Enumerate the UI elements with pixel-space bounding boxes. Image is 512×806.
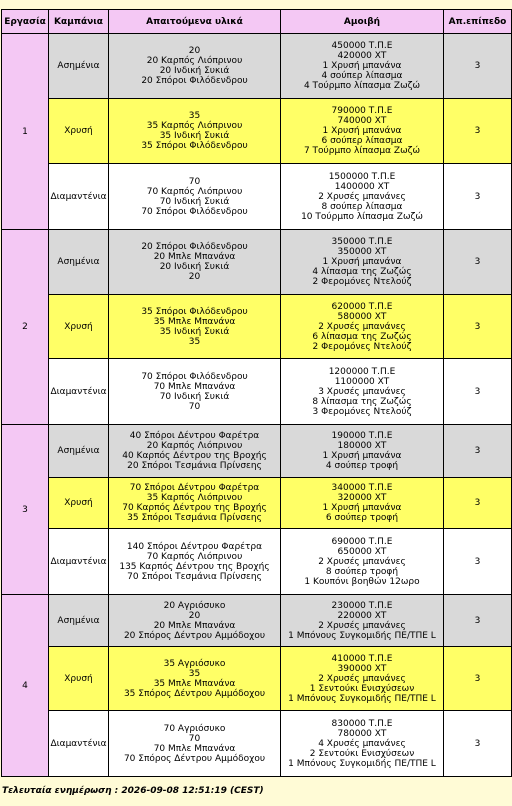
reward-cell	[281, 595, 444, 647]
reward-line: 1 Μπόνους Συγκομιδής ΠΕ/ΤΠΕ L	[288, 758, 436, 769]
material-line: 20 Σπόροι Τεσμάνια Πρίνσεης	[127, 461, 262, 471]
reward-line: 350000 Τ.Π.Ε	[331, 237, 393, 247]
reward-line: 8 λίπασμα της Ζωζώς	[312, 396, 412, 407]
reward-line: 1 Χρυσή μπανάνα	[322, 126, 402, 136]
reward-cell	[281, 295, 444, 359]
level-cell: 3	[444, 230, 512, 295]
reward-cell	[281, 164, 444, 230]
materials-cell	[109, 99, 281, 164]
campaign-cell: Διαμαντένια	[49, 529, 109, 595]
material-line: 70 Ινδική Συκιά	[159, 391, 230, 402]
level-cell: 3	[444, 595, 512, 647]
material-line: 70 Μπλε Μπανάνα	[153, 743, 236, 754]
reward-line: 8 σούπερ τροφή	[325, 566, 399, 577]
material-line: 35 Καρπός Λιόπρινου	[146, 493, 243, 503]
reward-line: 4 Τούρμπο λίπασμα Ζωζώ	[303, 81, 421, 91]
reward-line: 2 Χρυσές μπανάνες	[318, 620, 406, 631]
campaign-cell: Ασημένια	[49, 230, 109, 295]
material-line: 40 Καρπός Δέντρου της Βροχής	[122, 451, 267, 461]
material-line: 35 Σπόρος Δέντρου Αμμόδοχου	[123, 688, 266, 699]
materials-cell	[109, 595, 281, 647]
reward-line: 2 Χρυσές μπανάνες	[318, 556, 406, 567]
reward-line: 2 Χρυσές μπανάνες	[318, 191, 406, 202]
material-line: 70 Σπόροι Φιλόδενδρου	[141, 371, 248, 382]
material-line: 20	[188, 46, 201, 56]
reward-line: 390000 ΧΤ	[337, 663, 387, 674]
reward-line: 1 Χρυσή μπανάνα	[322, 61, 402, 71]
material-line: 20 Καρπός Λιόπρινου	[146, 441, 243, 451]
reward-line: 1200000 Τ.Π.Ε	[328, 366, 396, 377]
header-reward: Αμοιβή	[281, 10, 444, 34]
material-line: 70 Σπόρος Δέντρου Αμμόδοχου	[123, 753, 266, 764]
table-body	[2, 34, 512, 777]
reward-cell	[281, 99, 444, 164]
reward-line: 2 Σεντούκι Ενισχύσεων	[309, 748, 415, 759]
header-materials: Απαιτούμενα υλικά	[109, 10, 281, 34]
materials-cell	[109, 711, 281, 777]
reward-line: 6 σούπερ τροφή	[325, 513, 399, 523]
material-line: 35	[188, 668, 201, 679]
rewards-table	[1, 9, 512, 777]
reward-line: 6 σούπερ λίπασμα	[321, 136, 403, 146]
material-line: 40 Σπόροι Δέντρου Φαρέτρα	[129, 431, 260, 441]
reward-line: 450000 Τ.Π.Ε	[331, 41, 393, 51]
table-row	[2, 478, 512, 529]
reward-line: 1 Μπόνους Συγκομιδής ΠΕ/ΤΠΕ L	[288, 630, 436, 641]
reward-line: 790000 Τ.Π.Ε	[331, 106, 393, 116]
table-row	[2, 230, 512, 295]
reward-line: 3 Φερομόνες Ντελούζ	[312, 406, 412, 417]
campaign-cell: Χρυσή	[49, 478, 109, 529]
reward-cell	[281, 34, 444, 99]
material-line: 140 Σπόροι Δέντρου Φαρέτρα	[126, 541, 263, 552]
material-line: 35 Καρπός Λιόπρινου	[146, 121, 243, 131]
table-row	[2, 595, 512, 647]
reward-line: 1 Κουπόνι βοηθών 12ωρο	[304, 576, 420, 587]
material-line: 35 Ινδική Συκιά	[159, 326, 230, 337]
table-row	[2, 164, 512, 230]
material-line: 70	[188, 401, 201, 412]
campaign-cell: Ασημένια	[49, 595, 109, 647]
reward-cell	[281, 647, 444, 711]
material-line: 20 Μπλε Μπανάνα	[153, 620, 236, 631]
materials-cell	[109, 164, 281, 230]
reward-line: 220000 ΧΤ	[337, 610, 387, 621]
reward-line: 3 Χρυσές μπανάνες	[318, 386, 406, 397]
reward-line: 10 Τούρμπο λίπασμα Ζωζώ	[301, 211, 423, 222]
reward-line: 830000 Τ.Π.Ε	[331, 718, 393, 729]
level-cell: 3	[444, 478, 512, 529]
materials-cell	[109, 478, 281, 529]
header-level: Απ.επίπεδο	[444, 10, 512, 34]
reward-line: 2 Χρυσές μπανάνες	[318, 321, 406, 332]
material-line: 70 Ινδική Συκιά	[159, 196, 230, 207]
reward-line: 650000 ΧΤ	[337, 546, 387, 557]
reward-line: 2 Χρυσές μπανάνες	[318, 673, 406, 684]
level-cell: 3	[444, 295, 512, 359]
level-cell: 3	[444, 425, 512, 478]
material-line: 135 Καρπός Δέντρου της Βροχής	[119, 561, 270, 572]
reward-cell	[281, 359, 444, 425]
task-number: 2	[2, 230, 49, 425]
material-line: 20	[188, 610, 201, 621]
reward-line: 4 σούπερ τροφή	[325, 461, 399, 471]
reward-line: 410000 Τ.Π.Ε	[331, 653, 393, 664]
material-line: 35 Σπόροι Τεσμάνια Πρίνσεης	[127, 513, 262, 523]
campaign-cell: Διαμαντένια	[49, 711, 109, 777]
reward-line: 6 λίπασμα της Ζωζώς	[312, 331, 412, 342]
materials-cell	[109, 230, 281, 295]
table-row	[2, 425, 512, 478]
reward-line: 1 Σεντούκι Ενισχύσεων	[309, 683, 415, 694]
level-cell: 3	[444, 711, 512, 777]
reward-line: 4 σούπερ λίπασμα	[321, 71, 403, 81]
material-line: 35 Σπόροι Φιλόδενδρου	[141, 306, 248, 317]
reward-line: 1 Χρυσή μπανάνα	[322, 257, 402, 267]
material-line: 20 Αγριόσυκο	[163, 600, 226, 611]
level-cell: 3	[444, 647, 512, 711]
reward-line: 780000 ΧΤ	[337, 728, 387, 739]
reward-line: 8 σούπερ λίπασμα	[321, 201, 403, 212]
material-line: 20 Σπόροι Φιλόδενδρου	[141, 242, 248, 252]
reward-line: 1100000 ΧΤ	[334, 376, 390, 387]
header-row	[2, 10, 512, 34]
material-line: 70 Καρπός Δέντρου της Βροχής	[122, 503, 267, 513]
reward-line: 4 λίπασμα της Ζωζώς	[312, 267, 412, 277]
reward-line: 230000 Τ.Π.Ε	[331, 600, 393, 611]
level-cell: 3	[444, 34, 512, 99]
level-cell: 3	[444, 99, 512, 164]
reward-line: 1 Μπόνους Συγκομιδής ΠΕ/ΤΠΕ L	[288, 693, 436, 704]
materials-cell	[109, 425, 281, 478]
last-update-footer: Τελευταία ενημέρωση : 2026-09-08 12:51:19 (CEST)	[2, 786, 264, 796]
table-row	[2, 34, 512, 99]
table-row	[2, 295, 512, 359]
materials-cell	[109, 647, 281, 711]
material-line: 70 Αγριόσυκο	[163, 723, 226, 734]
reward-cell	[281, 478, 444, 529]
reward-line: 1 Χρυσή μπανάνα	[322, 503, 402, 513]
material-line: 20 Μπλε Μπανάνα	[153, 252, 236, 262]
header-campaign: Καμπάνια	[49, 10, 109, 34]
material-line: 20 Σπόροι Φιλόδενδρου	[141, 76, 248, 86]
level-cell: 3	[444, 164, 512, 230]
materials-cell	[109, 34, 281, 99]
campaign-cell: Ασημένια	[49, 425, 109, 478]
campaign-cell: Χρυσή	[49, 295, 109, 359]
reward-line: 1 Χρυσή μπανάνα	[322, 451, 402, 461]
reward-line: 2 Φερομόνες Ντελούζ	[312, 341, 412, 352]
material-line: 70	[188, 733, 201, 744]
material-line: 70 Καρπός Λιόπρινου	[146, 186, 243, 197]
reward-line: 690000 Τ.Π.Ε	[331, 536, 393, 547]
table-row	[2, 647, 512, 711]
material-line: 70 Καρπός Λιόπρινου	[146, 551, 243, 562]
table-row	[2, 99, 512, 164]
material-line: 70 Σπόροι Τεσμάνια Πρίνσεης	[127, 571, 262, 582]
table-row	[2, 359, 512, 425]
reward-line: 320000 ΧΤ	[337, 493, 387, 503]
reward-line: 2 Φερομόνες Ντελούζ	[312, 277, 412, 287]
reward-line: 740000 ΧΤ	[337, 116, 387, 126]
material-line: 35 Μπλε Μπανάνα	[153, 316, 236, 327]
campaign-cell: Χρυσή	[49, 99, 109, 164]
material-line: 20	[188, 272, 201, 282]
campaign-cell: Χρυσή	[49, 647, 109, 711]
material-line: 35 Ινδική Συκιά	[159, 131, 230, 141]
reward-line: 350000 ΧΤ	[337, 247, 387, 257]
reward-line: 180000 ΧΤ	[337, 441, 387, 451]
campaign-cell: Ασημένια	[49, 34, 109, 99]
campaign-cell: Διαμαντένια	[49, 359, 109, 425]
material-line: 20 Ινδική Συκιά	[159, 262, 230, 272]
material-line: 70 Μπλε Μπανάνα	[153, 381, 236, 392]
material-line: 70 Σπόροι Δέντρου Φαρέτρα	[129, 483, 260, 493]
reward-line: 340000 Τ.Π.Ε	[331, 483, 393, 493]
task-number: 4	[2, 595, 49, 777]
reward-line: 7 Τούρμπο λίπασμα Ζωζώ	[303, 146, 421, 156]
materials-cell	[109, 529, 281, 595]
campaign-cell: Διαμαντένια	[49, 164, 109, 230]
reward-line: 190000 Τ.Π.Ε	[331, 431, 393, 441]
reward-line: 420000 ΧΤ	[337, 51, 387, 61]
reward-cell	[281, 529, 444, 595]
task-number: 3	[2, 425, 49, 595]
material-line: 70	[188, 176, 201, 187]
materials-cell	[109, 295, 281, 359]
reward-line: 1400000 ΧΤ	[334, 181, 390, 192]
material-line: 35 Μπλε Μπανάνα	[153, 678, 236, 689]
material-line: 35 Σπόροι Φιλόδενδρου	[141, 141, 248, 151]
table-row	[2, 529, 512, 595]
reward-line: 1500000 Τ.Π.Ε	[328, 171, 396, 182]
material-line: 20 Ινδική Συκιά	[159, 66, 230, 76]
task-number: 1	[2, 34, 49, 230]
reward-cell	[281, 230, 444, 295]
material-line: 35	[188, 336, 201, 347]
material-line: 35 Αγριόσυκο	[163, 658, 226, 669]
reward-line: 580000 ΧΤ	[337, 311, 387, 322]
material-line: 20 Σπόρος Δέντρου Αμμόδοχου	[123, 630, 266, 641]
material-line: 20 Καρπός Λιόπρινου	[146, 56, 243, 66]
reward-cell	[281, 711, 444, 777]
material-line: 35	[188, 111, 201, 121]
reward-line: 620000 Τ.Π.Ε	[331, 301, 393, 312]
reward-cell	[281, 425, 444, 478]
level-cell: 3	[444, 359, 512, 425]
table-row	[2, 711, 512, 777]
materials-cell	[109, 359, 281, 425]
material-line: 70 Σπόροι Φιλόδενδρου	[141, 206, 248, 217]
reward-line: 4 Χρυσές μπανάνες	[318, 738, 406, 749]
header-task: Εργασία	[2, 10, 49, 34]
level-cell: 3	[444, 529, 512, 595]
